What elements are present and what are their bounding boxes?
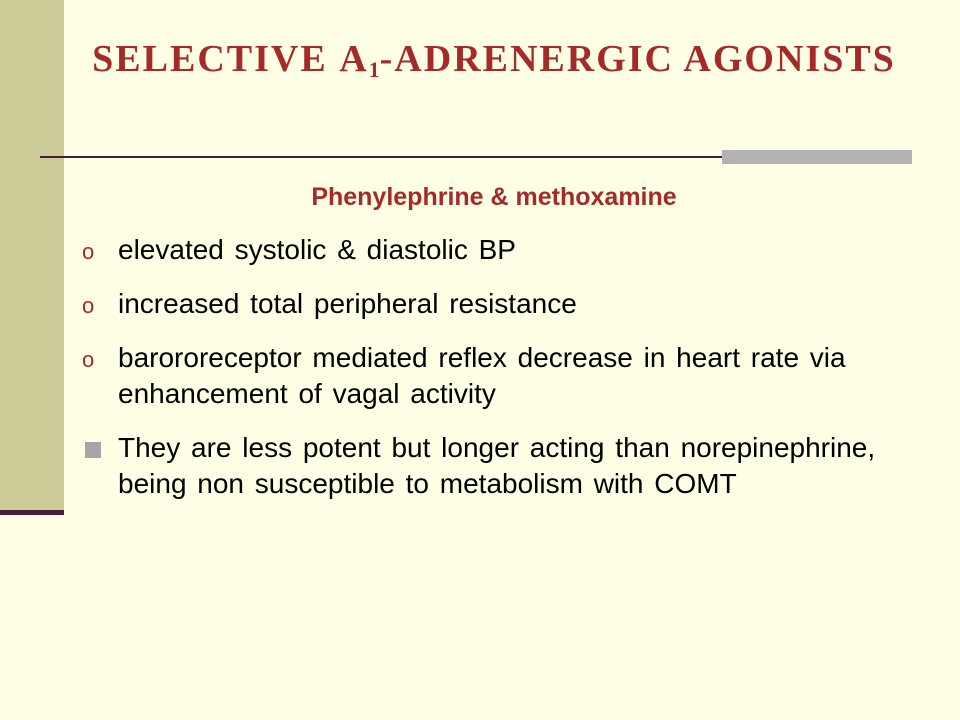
left-decorative-bar bbox=[0, 0, 64, 512]
bullet-marker: o bbox=[82, 293, 95, 318]
bullet-item bbox=[80, 430, 930, 502]
title-part1: SELECTIVE Α bbox=[92, 38, 369, 80]
bullet-text: elevated systolic & diastolic BP bbox=[118, 234, 516, 265]
bullet-list bbox=[80, 232, 930, 520]
bullet-marker: o bbox=[82, 347, 95, 372]
bullet-text: They are less potent but longer acting than norepinephrine, being non susceptible to metabolism with COMT bbox=[118, 432, 876, 499]
left-bar-underline bbox=[0, 510, 64, 515]
title-part2: -ADRENERGIC AGONISTS bbox=[379, 38, 896, 80]
bullet-item bbox=[80, 340, 930, 412]
bullet-text: increased total peripheral resistance bbox=[118, 288, 577, 319]
square-bullet-icon bbox=[85, 442, 101, 458]
title-subscript: 1 bbox=[368, 57, 380, 82]
bullet-item bbox=[80, 232, 930, 268]
slide-title bbox=[64, 30, 924, 99]
bullet-item bbox=[80, 286, 930, 322]
bullet-text: barororeceptor mediated reflex decrease in heart rate via enhancement of vagal activity bbox=[118, 342, 846, 409]
title-divider-accent bbox=[722, 150, 912, 164]
slide-subtitle: Phenylephrine & methoxamine bbox=[311, 183, 677, 211]
bullet-marker: o bbox=[82, 239, 95, 264]
